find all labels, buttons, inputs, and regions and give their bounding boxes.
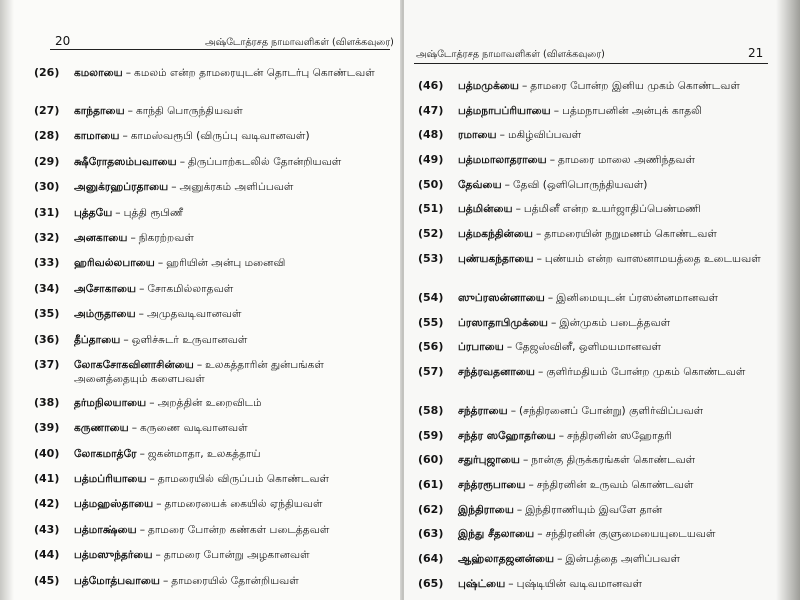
entry-name: அனுக்ரஹப்ரதாயை [74,181,169,194]
entry-separator: – [510,404,516,417]
entry-number: (57) [418,364,444,378]
entry-separator: – [538,365,544,378]
list-item [418,153,773,178]
list-item [34,396,394,421]
entry-separator: – [547,291,554,304]
right-page [404,0,800,600]
entry-number: (62) [418,502,444,516]
list-item [418,404,773,429]
list-item [34,231,394,256]
list-item [418,104,773,129]
entry-meaning: நான்கு திருக்கரங்கள் கொண்டவள் [531,454,696,467]
entry-name: சந்த்ரவதனாயை [458,365,535,378]
entry-name: பத்மஸுந்தர்யை [74,549,153,562]
entry-separator: – [131,422,138,435]
entry-number: (49) [418,153,444,167]
entry-separator: – [139,447,145,460]
entry-number: (55) [418,315,444,329]
list-item [34,497,394,522]
list-item [418,527,773,552]
entry-separator: – [515,203,521,216]
entry-meaning: இனிமையுடன் ப்ரஸன்னமானவள் [556,291,719,304]
list-item [34,104,394,129]
entry-separator: – [125,67,132,79]
entry-separator: – [557,553,563,565]
list-item [418,291,773,316]
entry-separator: – [123,333,129,346]
entry-meaning: பத்மநாபனின் அன்புக் காதலி [562,104,702,117]
entry-separator: – [127,105,133,117]
list-item [34,472,394,497]
entry-number: (42) [34,497,60,511]
list-item [34,333,394,358]
entry-name: ஸுப்ரஸன்னாயை [458,291,545,304]
name-list [34,66,394,599]
entry-number: (36) [34,332,60,346]
entry-meaning: உலகத்தாரின் துன்பங்கள் அனைத்தையும் களைபவள் [74,358,324,385]
entry-number: (61) [418,477,444,491]
entry-separator: – [535,228,542,241]
entry-meaning: சந்திரனின் ஸஹோதரி [566,429,673,442]
entry-meaning: தாமரை போன்ற இனிய முகம் கொண்டவள் [530,80,740,92]
entry-number: (37) [34,357,60,371]
entry-meaning: சந்திரனின் உருவம் கொண்டவள் [536,478,694,491]
list-item [34,256,394,281]
list-item [34,421,394,446]
entry-separator: – [506,341,513,354]
entry-number: (41) [34,472,60,486]
entry-meaning: தாமரையின் நறுமணம் கொண்டவள் [544,228,717,241]
list-item [418,453,773,478]
entry-meaning: தேவி (ஒளிபொருந்தியவள்) [512,178,648,191]
name-list [418,79,773,601]
entry-separator: – [157,257,164,270]
entry-meaning: காமஸ்வரூபி (விருப்பு வடிவானவள்) [130,130,310,143]
entry-name: அசோகாயை [74,282,137,295]
entry-separator: – [162,574,169,587]
entry-separator: – [536,252,542,265]
entry-name: இந்து சீதலாயை [458,528,535,541]
entry-separator: – [549,154,556,167]
entry-meaning: காந்தி பொருந்தியவள் [135,105,243,117]
entry-number: (43) [34,522,60,536]
entry-name: புண்யகந்தாயை [458,252,534,265]
entry-name: அனகாயை [74,231,128,244]
entry-meaning: புஷ்டியின் வடிவமானவள் [516,577,643,590]
list-item [418,128,773,153]
entry-separator: – [504,178,510,191]
entry-name: பத்மாக்ஷ்யை [74,523,137,536]
list-item [418,478,773,503]
entry-meaning: இந்திராணியும் இவளே தான் [525,503,663,516]
entry-name: லோகமாத்ரே [74,447,137,460]
entry-number: (46) [418,79,444,92]
entry-separator: – [155,549,161,562]
list-item [418,577,773,601]
entry-name: அம்ருதாயை [74,308,136,321]
entry-number: (39) [34,421,60,435]
entry-name: தேவ்யை [458,178,502,191]
entry-separator: – [537,528,543,541]
entry-number: (30) [34,180,60,194]
entry-name: பத்மப்ரியாயை [74,473,147,486]
entry-meaning: கமலம் என்ற தாமரையுடன் தொடர்பு கொண்டவள் [134,67,375,79]
list-item [418,552,773,577]
entry-name: லோகசோகவினாசின்யை [74,358,194,371]
entry-number: (31) [34,205,60,219]
entry-meaning: தாமரை மாலை அணிந்தவள் [558,154,696,167]
entry-name: காமாயை [74,130,120,143]
list-item [418,252,773,291]
list-item [34,180,394,205]
list-item [34,358,394,396]
entry-name: ப்ரஸாதாபிமுக்யை [458,316,549,329]
page-number: 21 [748,46,764,60]
entry-separator: – [171,181,177,194]
entry-number: (29) [34,154,60,168]
entry-meaning: குளிர்மதியம் போன்ற முகம் கொண்டவள் [546,365,746,378]
list-item [418,79,773,104]
entry-meaning: தாமரையைக் கையில் ஏந்தியவள் [164,498,323,511]
entry-meaning: புத்தி ரூபிணீ [123,206,183,219]
entry-separator: – [551,316,557,329]
header-rule [414,63,768,64]
entry-separator: – [528,478,534,491]
list-item [418,227,773,252]
entry-separator: – [179,155,186,168]
list-item [418,503,773,528]
entry-number: (65) [418,576,444,590]
entry-number: (58) [418,403,444,417]
entry-separator: – [138,308,144,321]
entry-name: பத்மமுக்யை [458,80,519,92]
list-item [418,340,773,365]
entry-name: சதுர்புஜாயை [458,454,520,467]
entry-meaning: புண்யம் என்ற வாஸனாமயத்தை உடையவள் [544,252,761,265]
entry-meaning: இன்முகம் படைத்தவள் [559,316,671,329]
list-item [34,129,394,154]
entry-name: பத்மோத்பவாயை [74,574,160,587]
entry-separator: – [149,473,155,486]
entry-meaning: ஹரியின் அன்பு மனைவி [166,257,286,270]
entry-separator: – [558,429,564,442]
entry-meaning: மகிழ்விப்பவள் [507,129,582,142]
entry-name: பத்மின்யை [458,203,513,216]
entry-separator: – [122,130,128,143]
entry-meaning: சந்திரனின் குளுமையையுடையவள் [545,528,716,541]
entry-name: பத்மஹஸ்தாயை [74,498,154,511]
entry-number: (53) [418,251,444,265]
entry-separator: – [156,498,162,511]
entry-meaning: திருப்பாற்கடலில் தோன்றியவள் [188,155,342,168]
list-item [34,548,394,573]
entry-number: (28) [34,129,60,143]
entry-number: (27) [34,104,60,117]
list-item [34,447,394,472]
entry-separator: – [115,206,121,219]
entry-separator: – [508,577,514,590]
entry-number: (44) [34,548,60,562]
entry-meaning: பத்மினீ என்ற உயர்ஜாதிப்பெண்மணி [523,203,701,216]
list-item [34,155,394,180]
entry-meaning: அமுதவடிவானவள் [146,308,242,321]
entry-name: க்ஷீரோதஸம்பவாயை [74,155,177,168]
entry-meaning: தாமரை போன்று அழகானவள் [163,549,310,562]
entry-number: (32) [34,230,60,244]
entry-number: (64) [418,552,444,565]
list-item [34,206,394,231]
entry-meaning: இன்பத்தை அளிப்பவள் [565,553,681,565]
page-number: 20 [55,34,71,48]
entry-number: (35) [34,307,60,321]
entry-number: (48) [418,128,444,142]
entry-number: (38) [34,395,60,409]
entry-meaning: சோகமில்லாதவள் [147,282,234,295]
entry-number: (45) [34,573,60,587]
entry-number: (54) [418,290,444,304]
entry-meaning: கருணை வடிவானவள் [140,422,248,435]
entry-separator: – [499,129,505,142]
entry-name: ரமாயை [458,129,497,142]
entry-separator: – [149,396,155,409]
entry-name: தர்மநிலயாயை [74,396,147,409]
entry-meaning: (சந்திரனைப் போன்று) குளிர்விப்பவள் [518,404,704,417]
entry-name: சந்த்ராயை [458,404,508,417]
entry-number: (40) [34,446,60,460]
entry-separator: – [130,231,136,244]
entry-number: (34) [34,281,60,295]
entry-meaning: தாமரையில் தோன்றியவள் [171,574,299,587]
entry-separator: – [516,503,523,516]
entry-name: இந்திராயை [458,503,514,516]
page-edge-shadow [776,0,800,600]
entry-meaning: அறத்தின் உறைவிடம் [157,396,262,409]
entry-number: (60) [418,453,444,467]
entry-meaning: அனுக்ரகம் அளிப்பவள் [179,181,294,194]
entry-number: (33) [34,256,60,270]
list-item [418,178,773,203]
header-rule [50,49,390,50]
entry-separator: – [521,80,528,92]
entry-meaning: தாமரை போன்ற கண்கள் படைத்தவள் [147,523,330,536]
list-item [418,316,773,341]
entry-name: கருணாயை [74,422,129,435]
running-header: அஷ்டோத்ரசத நாமாவளிகள் (விளக்கவுரை) [205,37,394,48]
list-item [34,307,394,332]
entry-name: கமலாயை [74,67,123,79]
list-item [418,429,773,454]
entry-number: (59) [418,428,444,442]
list-item [34,282,394,307]
list-item [34,66,394,104]
entry-separator: – [196,358,203,371]
page-edge-shadow [0,0,14,600]
entry-meaning: நிகரற்றவள் [138,231,194,244]
entry-name: பத்மநாபப்ரியாயை [458,104,551,117]
entry-meaning: தாமரையில் விருப்பம் கொண்டவள் [157,473,330,486]
entry-separator: – [553,104,560,117]
entry-separator: – [139,282,145,295]
entry-name: பத்மமாலாதராயை [458,154,547,167]
entry-name: சந்த்ரரூபாயை [458,478,526,491]
entry-name: ஹரிவல்லபாயை [74,257,155,270]
list-item [34,523,394,548]
entry-meaning: ஒளிச்சுடர் உருவானவள் [131,333,248,346]
entry-name: புத்தயே [74,206,113,219]
entry-number: (56) [418,340,444,354]
list-item [418,365,773,404]
entry-number: (26) [34,66,60,79]
entry-number: (52) [418,227,444,241]
entry-separator: – [139,523,145,536]
entry-number: (47) [418,103,444,117]
entry-name: காந்தாயை [74,105,125,117]
list-item [34,574,394,599]
entry-meaning: ஜகன்மாதா, உலகத்தாய் [147,447,261,460]
entry-name: புஷ்ட்யை [458,577,506,590]
entry-name: தீப்தாயை [74,333,121,346]
entry-name: சந்த்ர ஸஹோதர்யை [458,429,556,442]
entry-name: ப்ரபாயை [458,341,504,354]
list-item [418,202,773,227]
entry-number: (50) [418,177,444,191]
entry-separator: – [522,454,529,467]
entry-meaning: தேஜஸ்வினீ, ஒளிமயமானவள் [515,341,662,354]
running-header: அஷ்டோத்ரசத நாமாவளிகள் (விளக்கவுரை) [416,49,605,60]
entry-number: (63) [418,527,444,541]
entry-number: (51) [418,202,444,216]
entry-name: ஆஹ்லாதஜனன்யை [458,553,555,565]
entry-name: பத்மகந்தின்யை [458,228,533,241]
